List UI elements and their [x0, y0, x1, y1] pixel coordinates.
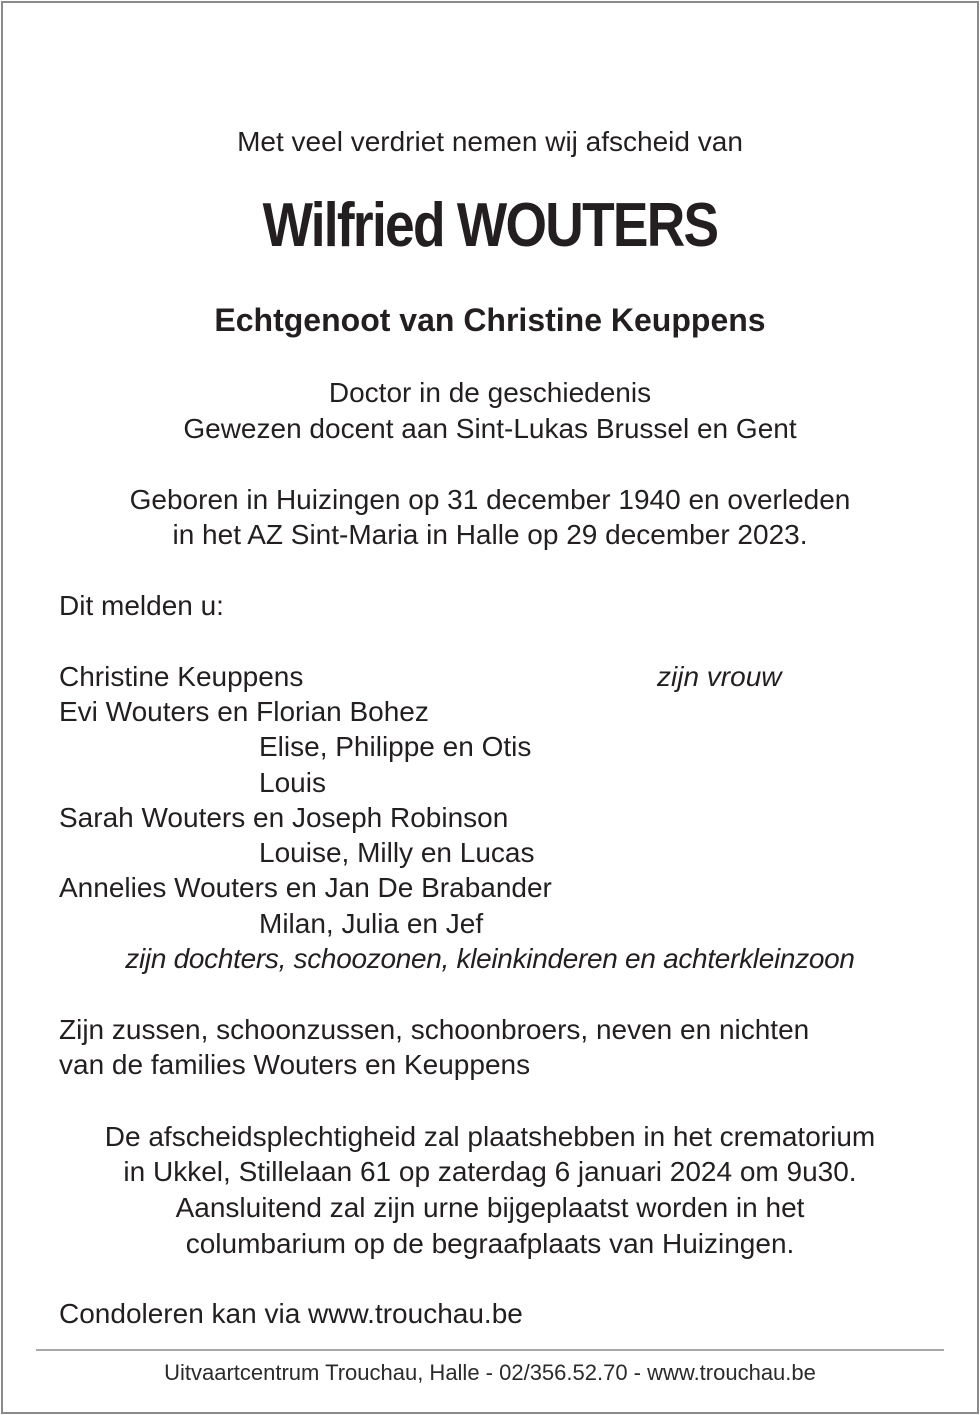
- spouse-line: Echtgenoot van Christine Keuppens: [214, 302, 766, 338]
- footer-text: Uitvaartcentrum Trouchau, Halle - 02/356.52.70 - www.trouchau.be: [164, 1360, 816, 1385]
- extended-family-line-2: van de families Wouters en Keuppens: [59, 1049, 531, 1080]
- announce-text: Dit melden u:: [59, 590, 224, 621]
- title-line-1: Doctor in de geschiedenis: [328, 377, 652, 408]
- ceremony-line-2: in Ukkel, Stillelaan 61 op zaterdag 6 januari 2024 om 9u30.: [123, 1156, 857, 1187]
- family-daughter-3: Annelies Wouters en Jan De Brabander: [59, 872, 552, 903]
- birth-death-line-2: in het AZ Sint-Maria in Halle op 29 december 2023.: [172, 519, 808, 550]
- intro-text: Met veel verdriet nemen wij afscheid van: [237, 126, 743, 157]
- family-grandchildren-1: Elise, Philippe en Otis: [259, 731, 532, 762]
- deceased-name: Wilfried WOUTERS: [262, 191, 718, 260]
- condolence-text: Condoleren kan via www.trouchau.be: [59, 1298, 523, 1329]
- family-daughter-2: Sarah Wouters en Joseph Robinson: [59, 802, 509, 833]
- family-grandchildren-2: Louise, Milly en Lucas: [259, 837, 535, 868]
- extended-family-line-1: Zijn zussen, schoonzussen, schoonbroers, neven en nichten: [59, 1014, 810, 1045]
- family-grandchildren-3: Milan, Julia en Jef: [259, 908, 484, 939]
- ceremony-line-4: columbarium op de begraafplaats van Huizingen.: [185, 1228, 795, 1259]
- ceremony-line-3: Aansluitend zal zijn urne bijgeplaatst worden in het: [175, 1192, 805, 1223]
- footer-divider: [36, 1349, 944, 1351]
- family-wife: Christine Keuppens: [59, 661, 304, 692]
- family-wife-relation: zijn vrouw: [657, 661, 782, 692]
- family-relation: zijn dochters, schoozonen, kleinkinderen en achterkleinzoon: [125, 943, 855, 974]
- birth-death-line-1: Geboren in Huizingen op 31 december 1940 en overleden: [129, 484, 851, 515]
- ceremony-line-1: De afscheidsplechtigheid zal plaatshebben in het crematorium: [104, 1121, 876, 1152]
- family-greatgrandchild: Louis: [259, 767, 326, 798]
- family-daughter-1: Evi Wouters en Florian Bohez: [59, 696, 429, 727]
- title-line-2: Gewezen docent aan Sint-Lukas Brussel en Gent: [183, 413, 797, 444]
